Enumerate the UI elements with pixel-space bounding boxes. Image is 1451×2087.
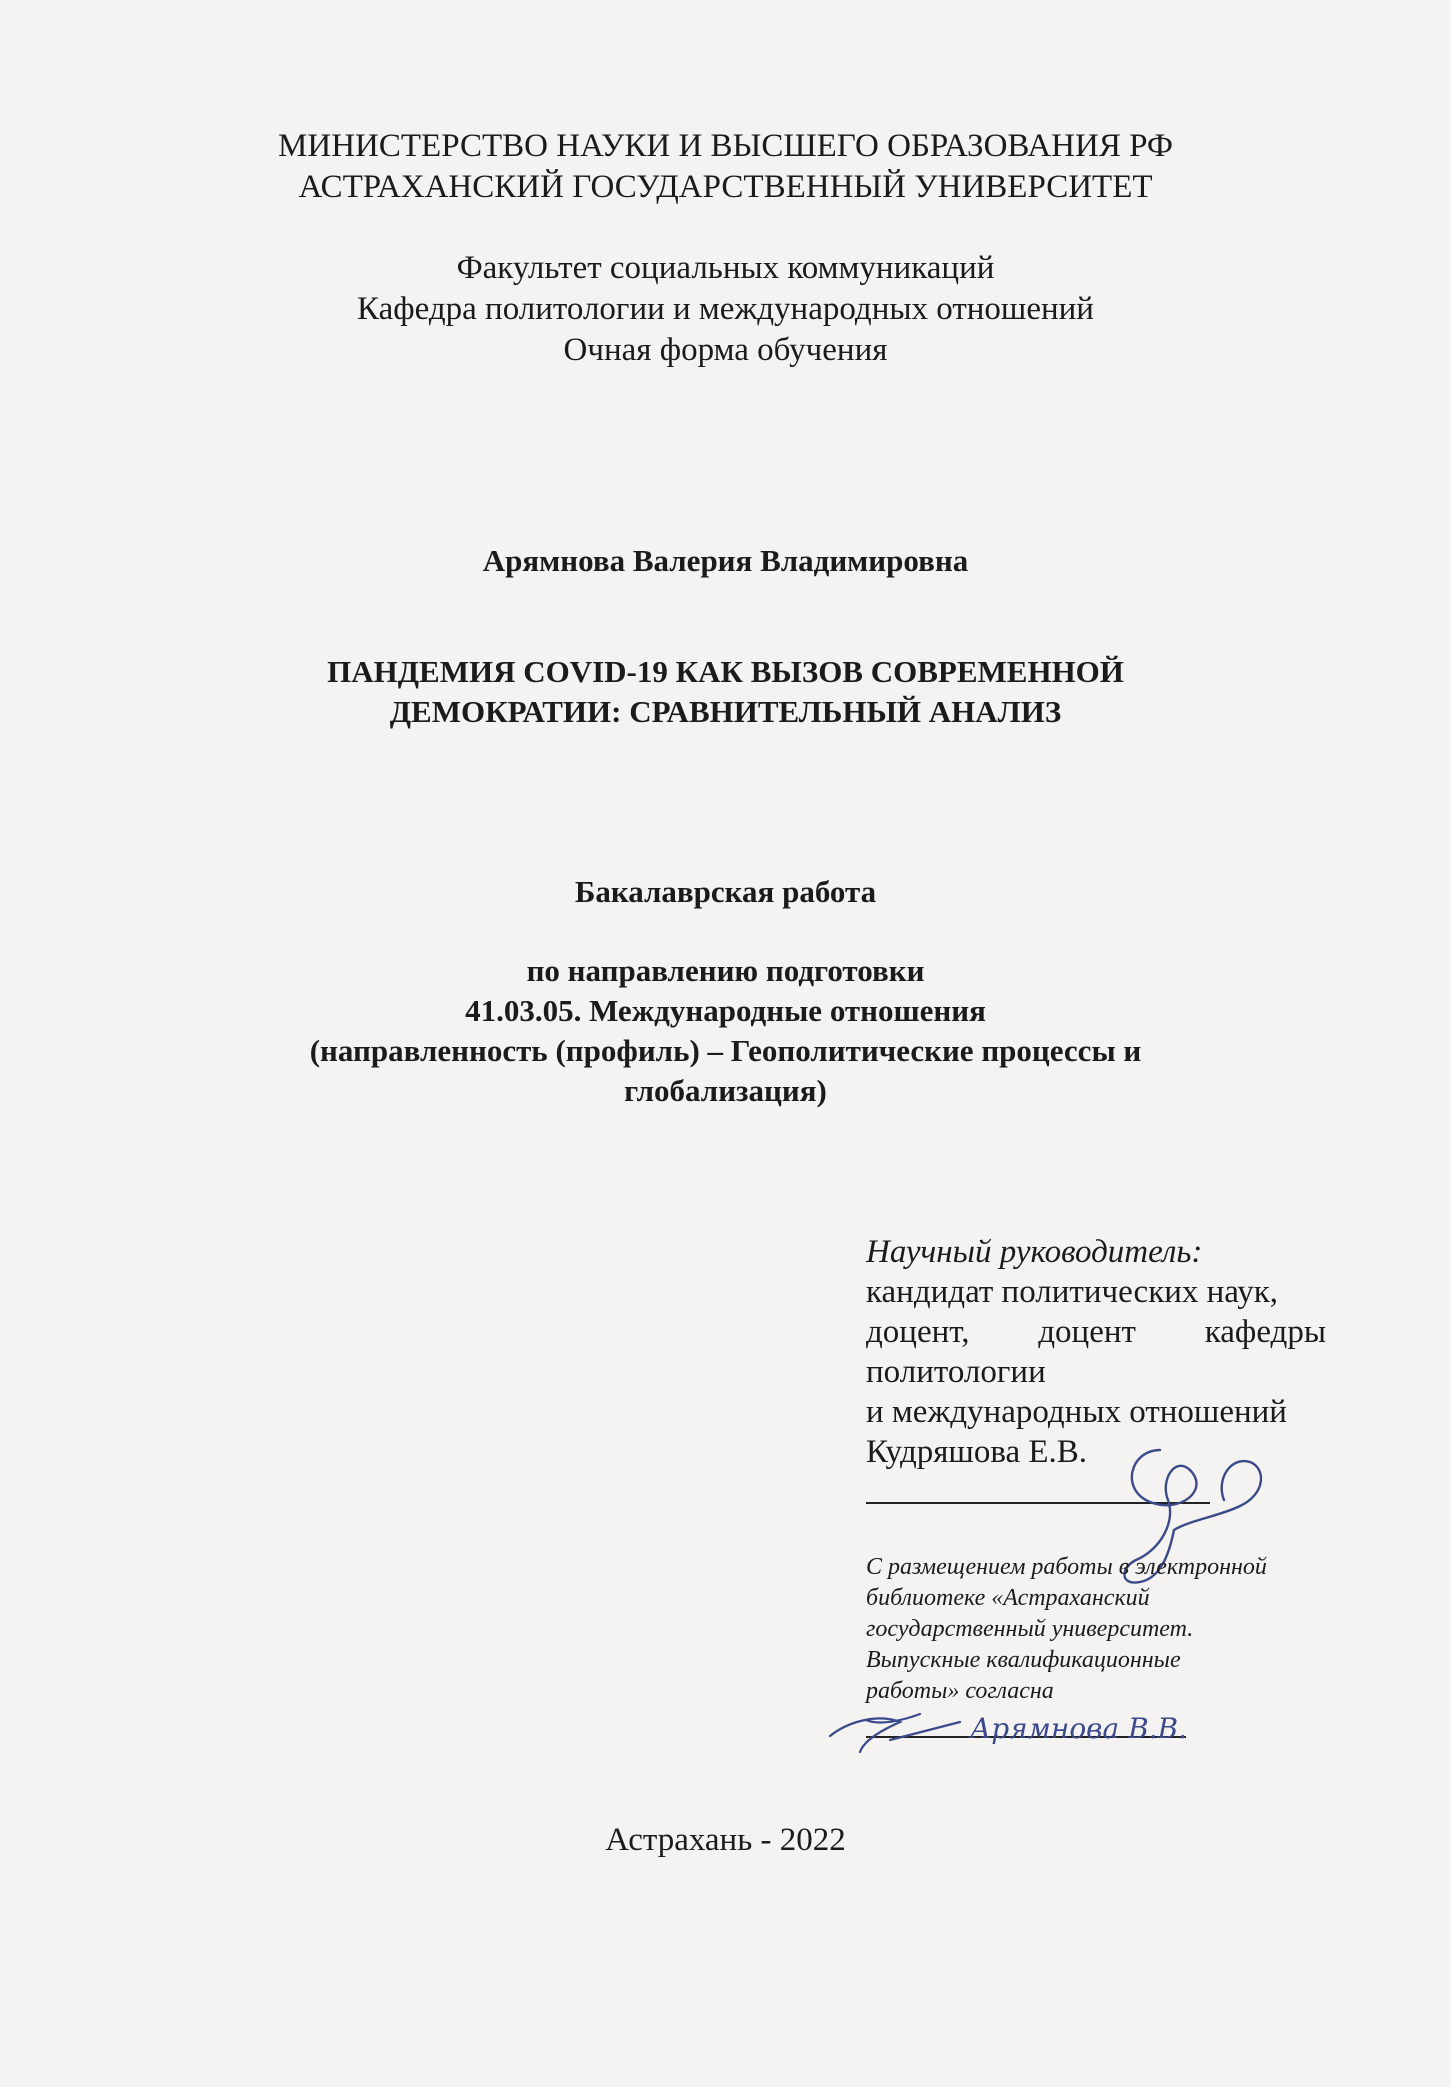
author-name: Арямнова Валерия Владимировна	[482, 543, 969, 578]
supervisor-department-1: политологии	[866, 1354, 1046, 1390]
supervisor-degree: кандидат политических наук,	[866, 1274, 1279, 1310]
consent-line-1: С размещением работы в электронной	[866, 1554, 1267, 1580]
direction-line-4: глобализация)	[624, 1073, 827, 1108]
thesis-title-line-1: ПАНДЕМИЯ COVID-19 КАК ВЫЗОВ СОВРЕМЕННОЙ	[327, 654, 1124, 689]
department-name: Кафедра политологии и международных отношений	[357, 291, 1094, 327]
supervisor-position: доцент, доцент кафедры	[866, 1314, 1326, 1350]
direction-line-2: 41.03.05. Международные отношения	[465, 993, 986, 1028]
direction-line-1: по направлению подготовки	[526, 953, 925, 988]
university-name: АСТРАХАНСКИЙ ГОСУДАРСТВЕННЫЙ УНИВЕРСИТЕТ	[298, 169, 1153, 205]
supervisor-department-2: и международных отношений	[866, 1394, 1287, 1430]
study-direction	[0, 951, 1451, 1111]
supervisor-label: Научный руководитель:	[866, 1234, 1203, 1270]
consent-line-4: Выпускные квалификационные	[866, 1647, 1181, 1673]
faculty-name: Факультет социальных коммуникаций	[456, 250, 995, 286]
study-form: Очная форма обучения	[563, 332, 888, 368]
thesis-title	[0, 652, 1451, 732]
consent-line-2: библиотеке «Астраханский	[866, 1585, 1150, 1611]
direction-line-3: (направленность (профиль) – Геополитические процессы и	[309, 1033, 1142, 1068]
student-handwritten-name: Арямнова В.В.	[970, 1712, 1188, 1745]
header	[0, 126, 1451, 208]
work-type: Бакалаврская работа	[574, 874, 877, 909]
city-year: Астрахань - 2022	[605, 1822, 846, 1858]
thesis-title-line-2: ДЕМОКРАТИИ: СРАВНИТЕЛЬНЫЙ АНАЛИЗ	[389, 694, 1062, 729]
consent-line-3: государственный университет.	[866, 1616, 1194, 1642]
consent-line-5: работы» согласна	[866, 1678, 1054, 1704]
ministry-name: МИНИСТЕРСТВО НАУКИ И ВЫСШЕГО ОБРАЗОВАНИЯ РФ	[278, 128, 1173, 164]
student-signature	[820, 1700, 1200, 1760]
supervisor-name: Кудряшова Е.В.	[866, 1434, 1088, 1470]
consent-block	[866, 1552, 1346, 1707]
faculty-block	[0, 248, 1451, 371]
